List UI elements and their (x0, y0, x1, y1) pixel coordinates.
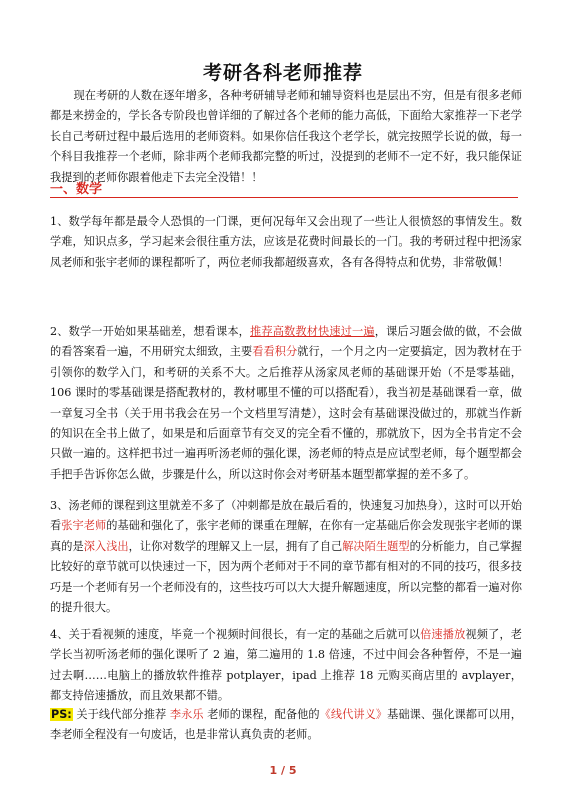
highlight-integrals: 看看积分 (252, 345, 298, 359)
paragraph-text: 4、关于看视频的速度，毕竟一个视频时间很长，有一定的基础之后就可以 (50, 628, 421, 641)
math-paragraph-2 (50, 322, 522, 485)
document-title: 考研各科老师推荐 (202, 62, 363, 84)
paragraph-text: 的分析能力，自己掌握比较好的章节就可以快速过一下，因为两个老师对于不同的章节都有相对的不同的技巧，很多技巧是一个老师有另一个老师没有的，这些技巧可以大大提升解题速度，所以完整的都看一遍对你的提升很大。 (50, 539, 522, 615)
math-paragraph-1 (50, 212, 522, 273)
highlight-unfamiliar-problems: 解决陌生题型 (342, 539, 410, 553)
ps-label: PS: (51, 708, 72, 721)
page-number: 1 / 5 (269, 764, 297, 777)
paragraph-text: 就行，一个月之内一定要搞定，因为教材在于引领你的数学入门，和考研的关系不大。之后推荐从汤家凤老师的基础课开始（不是零基础，106 课时的零基础课是搭配教材的，教材哪里不懂的可以搭配看），我当初是基础课看一章，做一章复习全书（关于用书我会在另一个文档里写清楚），这时会有基础课没做过的，那就当作新的知识在全书上做了，如果是和后面章节有交叉的完全看不懂的，那就放下，因为全书肯定不会只做一遍的。这样把书过一遍再听汤老师的强化课，汤老师的特点是应试型老师，每个题型都会手把手告诉你怎么做，步骤是什么，所以这时你会对考研基本题型都掌握的差不多了。 (50, 345, 522, 481)
highlight-book-title: 《线代讲义》 (319, 708, 388, 721)
paragraph-text: 1、数学每年都是最令人恐惧的一门课，更何况每年又会出现了一些让人很愤怒的事情发生。数学难，知识点多，学习起来会很往重方法，应该是花费时间最长的一门。我的考研过程中把汤家凤老师和张宇老师的课程都听了，两位老师我都超级喜欢，各有各得特点和优势，非常敬佩！ (50, 215, 522, 269)
paragraph-text: 老师的课程，配备他的 (203, 708, 320, 721)
highlight-teacher-zhang: 张宇老师 (61, 519, 107, 533)
highlight-speed-playback: 倍速播放 (420, 628, 466, 641)
intro-paragraph: 现在考研的人数在逐年增多，各种考研辅导老师和辅导资料也是层出不穷，但是有很多老师都是来捞金的，学长各专阶段也曾详细的了解过各个老师的能力高低，下面给大家推荐一下老学长自己考研过程中最后选用的老师资料。如果你信任我这个老学长，就完按照学长说的做，每一个科目我推荐一个老师，除非两个老师我都完整的听过，没提到的老师不一定不好，我只能保证我提到的老师你跟着他走下去完全没错！！ (50, 89, 522, 184)
paragraph-text: 基础课、强化课都可以用，李老师全程没有一句废话，也是非常认真负责的老师。 (50, 708, 522, 742)
paragraph-text: 视频了，老学长当初听汤老师的强化课听了 2 遍，第二遍用的 1.8 倍速，不过中间会各种暂停，不是一遍过去啊……电脑上的播放软件推荐 potplayer，ipad 上推荐 18 元购买商店里的 avplayer，都支持倍速播放，而且效果都不错。 (50, 628, 522, 703)
ps-note (50, 705, 522, 746)
paragraph-text: ，让你对数学的理解又上一层，拥有了自己 (128, 539, 343, 553)
paragraph-text: 3、汤老师的课程到这里就差不多了（冲刺都是放在最后看的，快速复习加热身），这时可以开始看 (50, 499, 522, 533)
paragraph-text: ，课后习题会做的做，不会做的看答案看一遍，不用研究太细致，主要 (50, 325, 522, 359)
math-paragraph-4 (50, 625, 522, 707)
paragraph-text: 2、数学一开始如果基础差，想看课本， (50, 325, 251, 338)
highlight-teacher-li: 李永乐 (169, 708, 204, 721)
section-divider (50, 197, 518, 198)
paragraph-text: 的基础和强化了，张宇老师的课重在理解，在你有一定基础后你会发现张宇老师的课真的是 (50, 519, 522, 553)
math-paragraph-3 (50, 496, 522, 618)
section-heading-math: 一、数学 (50, 182, 103, 197)
paragraph-text: 关于线代部分推荐 (72, 708, 170, 721)
highlight-textbook-review: 推荐高数教材快速过一遍 (250, 325, 375, 338)
highlight-in-depth: 深入浅出 (83, 539, 129, 553)
